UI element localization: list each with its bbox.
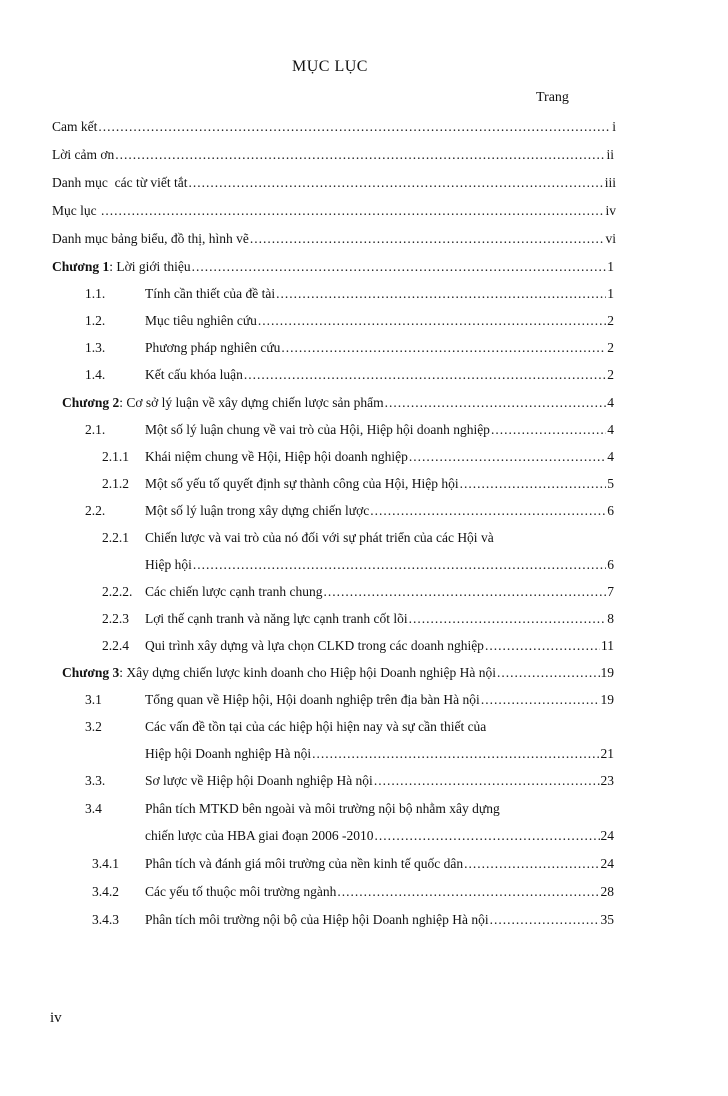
toc-section-number: 2.2.1 bbox=[102, 530, 129, 545]
toc-entry-title: Một số lý luận trong xây dựng chiến lược bbox=[145, 503, 370, 518]
toc-section-number: 3.4.1 bbox=[92, 856, 119, 871]
toc-page-number: vi bbox=[605, 231, 616, 246]
toc-entry-title: Khái niệm chung về Hội, Hiệp hội doanh nghiệp bbox=[145, 449, 408, 464]
toc-dot-leader bbox=[192, 258, 607, 276]
toc-entry-title: Sơ lược về Hiệp hội Doanh nghiệp Hà nội bbox=[145, 773, 373, 788]
toc-entry-title: Tính cần thiết của đề tài bbox=[145, 286, 276, 301]
toc-page-number: 2 bbox=[607, 340, 614, 355]
toc-page-number: 23 bbox=[600, 773, 614, 788]
toc-row-1-2[interactable] bbox=[85, 312, 614, 330]
toc-entry-title: Danh mục các từ viết tắt bbox=[52, 175, 188, 190]
toc-dot-leader bbox=[497, 664, 599, 682]
toc-entry-title: : Xây dựng chiến lược kinh doanh cho Hiệp hội Doanh nghiệp Hà nội bbox=[119, 665, 497, 680]
toc-entry-title: Hiệp hội bbox=[145, 557, 192, 572]
toc-entry-title: Phân tích môi trường nội bộ của Hiệp hội Doanh nghiệp Hà nội bbox=[145, 912, 489, 927]
toc-dot-leader bbox=[409, 610, 607, 628]
toc-page-number: 28 bbox=[600, 884, 614, 899]
toc-row-2-2-2[interactable] bbox=[102, 583, 614, 601]
toc-page-number: 8 bbox=[607, 611, 614, 626]
toc-section-number: 3.4.3 bbox=[92, 912, 119, 927]
toc-entry-title: Một số lý luận chung về vai trò của Hội, Hiệp hội doanh nghiệp bbox=[145, 422, 490, 437]
toc-page-number: iii bbox=[604, 175, 616, 190]
toc-dot-leader bbox=[189, 174, 604, 192]
toc-row-danh-muc-tu-viet-tat[interactable] bbox=[52, 174, 616, 192]
toc-page-number: 6 bbox=[607, 503, 614, 518]
toc-dot-leader bbox=[193, 556, 606, 574]
toc-dot-leader bbox=[370, 502, 606, 520]
toc-dot-leader bbox=[115, 146, 605, 164]
toc-dot-leader bbox=[276, 285, 606, 303]
toc-dot-leader bbox=[464, 855, 599, 873]
toc-page-number: ii bbox=[606, 147, 614, 162]
toc-row-chuong-1[interactable] bbox=[52, 258, 614, 276]
toc-dot-leader bbox=[385, 394, 607, 412]
toc-row-1-4[interactable] bbox=[85, 366, 614, 384]
toc-entry-title: Phân tích MTKD bên ngoài và môi trường nội bộ nhằm xây dựng bbox=[145, 801, 500, 816]
toc-dot-leader bbox=[244, 366, 606, 384]
toc-page-number: i bbox=[612, 119, 616, 134]
page-title: MỤC LỤC bbox=[292, 58, 368, 75]
toc-entry-title: Mục tiêu nghiên cứu bbox=[145, 313, 257, 328]
toc-section-number: 2.2.4 bbox=[102, 638, 129, 653]
toc-dot-leader bbox=[312, 745, 599, 763]
toc-page-number: 5 bbox=[607, 476, 614, 491]
toc-row-3-2[interactable] bbox=[85, 718, 614, 736]
toc-entry-title: chiến lược của HBA giai đoạn 2006 -2010 bbox=[145, 828, 374, 843]
toc-row-2-1-2[interactable] bbox=[102, 475, 614, 493]
page-number-footer: iv bbox=[50, 1010, 62, 1026]
toc-page-number: 11 bbox=[601, 638, 614, 653]
toc-section-number: 3.4 bbox=[85, 801, 102, 816]
toc-dot-leader bbox=[491, 421, 606, 439]
toc-entry-title: : Lời giới thiệu bbox=[109, 259, 191, 274]
toc-page-number: 2 bbox=[607, 313, 614, 328]
toc-section-number: 3.3. bbox=[85, 773, 106, 788]
toc-entry-title: Hiệp hội Doanh nghiệp Hà nội bbox=[145, 746, 312, 761]
toc-row-3-4-2[interactable] bbox=[92, 883, 614, 901]
toc-row-chuong-2[interactable] bbox=[62, 394, 614, 412]
toc-section-number: 1.2. bbox=[85, 313, 106, 328]
toc-row-2-2-1-cont[interactable] bbox=[145, 556, 614, 574]
toc-entry-title: Một số yếu tố quyết định sự thành công của Hội, Hiệp hội bbox=[145, 476, 459, 491]
toc-entry-title: Qui trình xây dựng và lựa chọn CLKD trong các doanh nghiệp bbox=[145, 638, 484, 653]
toc-row-3-4-3[interactable] bbox=[92, 911, 614, 929]
toc-page-number: 21 bbox=[600, 746, 614, 761]
toc-entry-title: Các chiến lược cạnh tranh chung bbox=[145, 584, 323, 599]
chapter-label: Chương 2 bbox=[62, 395, 120, 410]
toc-row-3-4[interactable] bbox=[85, 800, 614, 818]
toc-dot-leader bbox=[374, 772, 600, 790]
toc-entry-title: Chiến lược và vai trò của nó đối với sự phát triển của các Hội và bbox=[145, 530, 494, 545]
toc-dot-leader bbox=[409, 448, 606, 466]
toc-section-number: 1.1. bbox=[85, 286, 106, 301]
toc-entry-title: Cam kết bbox=[52, 119, 98, 134]
toc-dot-leader bbox=[337, 883, 599, 901]
toc-page-number: 1 bbox=[607, 259, 614, 274]
toc-page-number: 24 bbox=[600, 856, 614, 871]
toc-row-muc-luc[interactable] bbox=[52, 202, 616, 220]
toc-dot-leader bbox=[375, 827, 600, 845]
toc-row-3-4-cont[interactable] bbox=[145, 827, 614, 845]
toc-dot-leader bbox=[258, 312, 606, 330]
toc-section-number: 3.2 bbox=[85, 719, 102, 734]
toc-row-2-2-4[interactable] bbox=[102, 637, 614, 655]
toc-entry-title: Tổng quan về Hiệp hội, Hội doanh nghiệp trên địa bàn Hà nội bbox=[145, 692, 480, 707]
toc-section-number: 1.4. bbox=[85, 367, 106, 382]
toc-page-number: 4 bbox=[607, 449, 614, 464]
toc-page-number: 35 bbox=[600, 912, 614, 927]
toc-row-3-3[interactable] bbox=[85, 772, 614, 790]
toc-section-number: 2.1. bbox=[85, 422, 106, 437]
toc-section-number: 2.2.2. bbox=[102, 584, 133, 599]
toc-section-number: 2.1.1 bbox=[102, 449, 129, 464]
toc-row-2-1[interactable] bbox=[85, 421, 614, 439]
toc-page-number: iv bbox=[605, 203, 616, 218]
toc-entry-title: Phân tích và đánh giá môi trường của nền kinh tế quốc dân bbox=[145, 856, 464, 871]
toc-page-number: 24 bbox=[600, 828, 614, 843]
toc-entry-title: Kết cấu khóa luận bbox=[145, 367, 243, 382]
toc-entry-title: Phương pháp nghiên cứu bbox=[145, 340, 281, 355]
toc-row-chuong-3[interactable] bbox=[62, 664, 614, 682]
toc-page-number: 7 bbox=[607, 584, 614, 599]
toc-row-3-2-cont[interactable] bbox=[145, 745, 614, 763]
toc-dot-leader bbox=[460, 475, 607, 493]
toc-row-2-1-1[interactable] bbox=[102, 448, 614, 466]
toc-row-1-3[interactable] bbox=[85, 339, 614, 357]
toc-row-3-1[interactable] bbox=[85, 691, 614, 709]
toc-page-number: 1 bbox=[607, 286, 614, 301]
toc-page-number: 4 bbox=[607, 422, 614, 437]
toc-dot-leader bbox=[490, 911, 600, 929]
toc-dot-leader bbox=[324, 583, 607, 601]
toc-row-loi-cam-on[interactable] bbox=[52, 146, 614, 164]
chapter-label: Chương 1 bbox=[52, 259, 110, 274]
toc-page-number: 2 bbox=[607, 367, 614, 382]
toc-dot-leader bbox=[101, 202, 604, 220]
toc-page-number: 19 bbox=[600, 665, 614, 680]
toc-page-number: 6 bbox=[607, 557, 614, 572]
toc-dot-leader bbox=[481, 691, 600, 709]
toc-section-number: 2.1.2 bbox=[102, 476, 129, 491]
toc-row-danh-muc-bang-bieu[interactable] bbox=[52, 230, 616, 248]
toc-dot-leader bbox=[281, 339, 606, 357]
toc-section-number: 3.4.2 bbox=[92, 884, 119, 899]
toc-row-cam-ket[interactable] bbox=[52, 118, 616, 136]
toc-entry-title: : Cơ sở lý luận về xây dựng chiến lược sản phẩm bbox=[119, 395, 384, 410]
toc-dot-leader bbox=[98, 118, 611, 136]
toc-section-number: 3.1 bbox=[85, 692, 102, 707]
toc-entry-title: Mục lục bbox=[52, 203, 100, 218]
toc-row-1-1[interactable] bbox=[85, 285, 614, 303]
toc-dot-leader bbox=[250, 230, 605, 248]
toc-entry-title: Các vấn đề tồn tại của các hiệp hội hiện nay và sự cần thiết của bbox=[145, 719, 487, 734]
toc-entry-title: Lời cảm ơn bbox=[52, 147, 115, 162]
toc-row-3-4-1[interactable] bbox=[92, 855, 614, 873]
toc-page-number: 19 bbox=[600, 692, 614, 707]
toc-row-2-2-1[interactable] bbox=[102, 529, 614, 547]
toc-row-2-2-3[interactable] bbox=[102, 610, 614, 628]
chapter-label: Chương 3 bbox=[62, 665, 120, 680]
toc-page-number: 4 bbox=[607, 395, 614, 410]
toc-section-number: 1.3. bbox=[85, 340, 106, 355]
page-column-label: Trang bbox=[536, 90, 569, 105]
toc-section-number: 2.2. bbox=[85, 503, 106, 518]
toc-row-2-2[interactable] bbox=[85, 502, 614, 520]
toc-dot-leader bbox=[485, 637, 600, 655]
toc-section-number: 2.2.3 bbox=[102, 611, 129, 626]
toc-entry-title: Lợi thế cạnh tranh và năng lực cạnh tranh cốt lõi bbox=[145, 611, 408, 626]
toc-entry-title: Các yếu tố thuộc môi trường ngành bbox=[145, 884, 337, 899]
toc-entry-title: Danh mục bảng biểu, đồ thị, hình vẽ bbox=[52, 231, 249, 246]
